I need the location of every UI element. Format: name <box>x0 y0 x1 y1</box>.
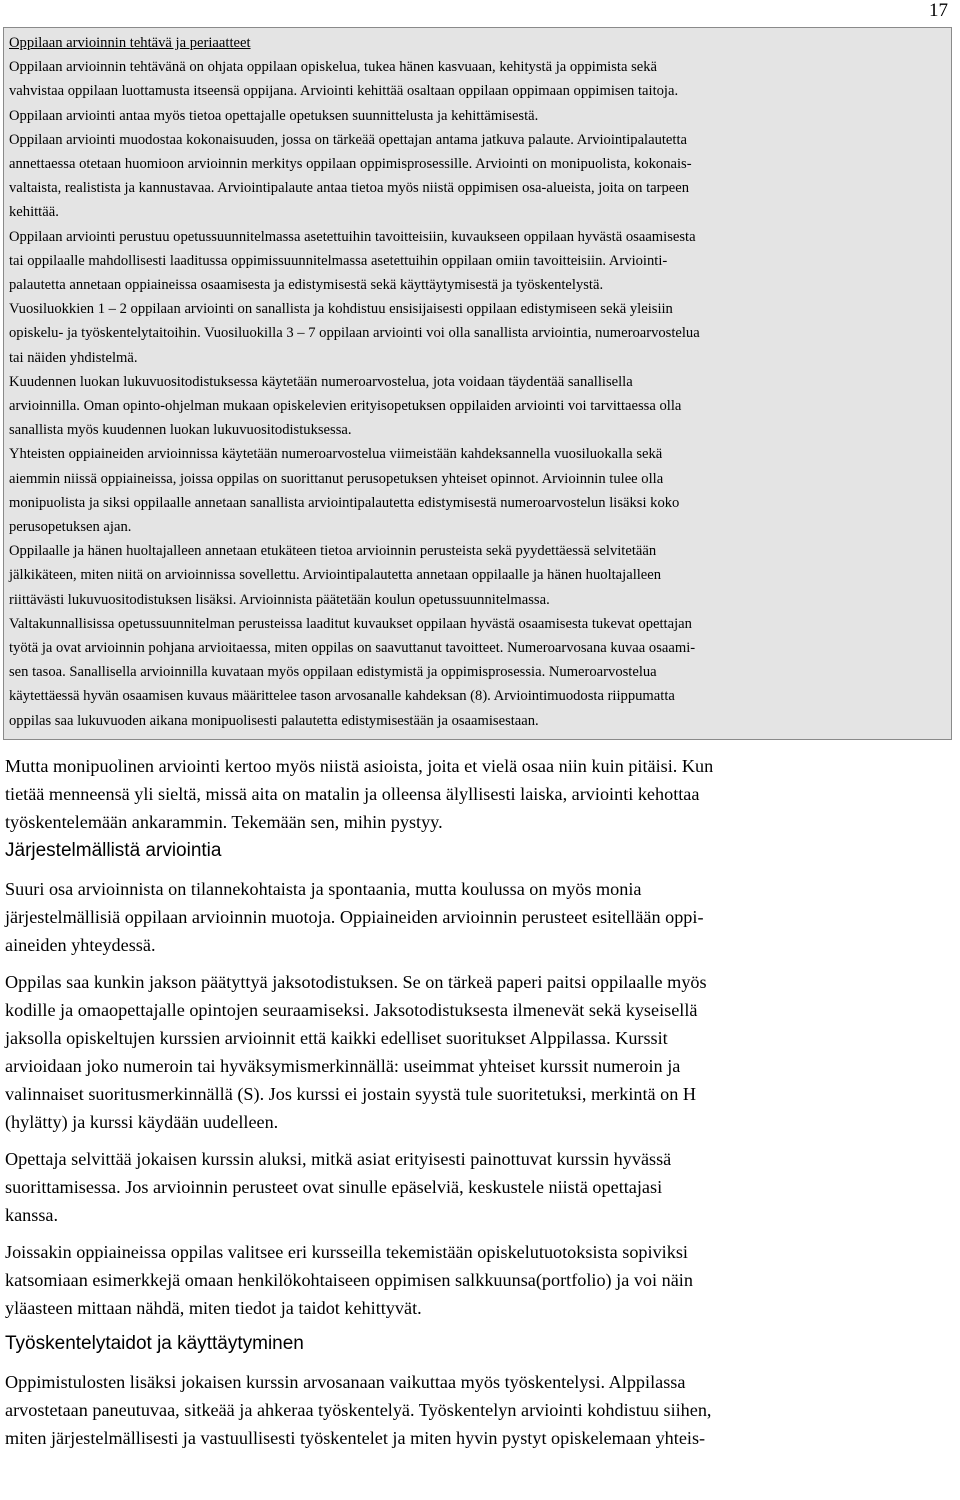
box-line: tai näiden yhdistelmä. <box>9 349 138 366</box>
box-line: jälkikäteen, miten niitä on arvioinnissa sovellettu. Arviointipalautetta annetaan oppilaalle ja hänen huoltajalleen <box>9 567 662 584</box>
box-line: työtä ja ovat arvioinnin pohjana arvioitaessa, miten oppilas on saavuttanut tavoitteet. Numeroarvosana kuvaa osaami- <box>9 640 696 657</box>
box-line: oppilas saa lukuvuoden aikana monipuolisesti palautetta edistymisestään ja osaamisestaan. <box>9 712 539 729</box>
box-line: perusopetuksen ajan. <box>9 519 132 536</box>
paragraph-systematic-3 <box>5 1145 955 1229</box>
text-line: kodille ja omaopettajalle opintojen seuraamiseksi. Jaksotodistuksesta ilmenevät sekä kyseisellä <box>5 1000 698 1020</box>
box-line: aiemmin niissä oppiaineissa, joissa oppilas on suorittanut perusopetuksen yhteiset opinnot. Arvioinnin tulee olla <box>9 470 664 487</box>
box-line: kehittää. <box>9 204 59 221</box>
text-line: Oppimistulosten lisäksi jokaisen kurssin arvosanaan vaikuttaa myös työskentelysi. Alppilassa <box>5 1372 686 1392</box>
box-line: Oppilaan arvioinnin tehtävänä on ohjata oppilaan opiskelua, tukea hänen kasvuaan, kehitystä ja oppimista sekä <box>9 59 658 76</box>
box-line: riittävästi lukuvuositodistuksen lisäksi. Arvioinnista päätetään koulun opetussuunnitelmassa. <box>9 591 550 608</box>
box-line: Valtakunnallisissa opetussuunnitelman perusteissa laaditut kuvaukset oppilaan hyvästä osaamisesta tukevat opettajan <box>9 615 692 632</box>
paragraph-systematic-4 <box>5 1238 955 1322</box>
box-line: monipuolista ja siksi oppilaalle annetaan sanallista arviointipalautetta edistymisestä numeroarvostelun lisäksi koko <box>9 494 680 511</box>
box-title: Oppilaan arvioinnin tehtävä ja periaatteet <box>9 35 251 51</box>
text-line: järjestelmällisiä oppilaan arvioinnin muotoja. Oppiaineiden arvioinnin perusteet esitellään oppi- <box>5 907 704 927</box>
text-line: miten järjestelmällisesti ja vastuullisesti työskentelet ja miten hyvin pystyt opiskelemaan yhteis- <box>5 1428 706 1448</box>
box-line: Oppilaan arviointi perustuu opetussuunnitelmassa asetettuihin tavoitteisiin, kuvaukseen oppilaan hyvästä osaamisesta <box>9 228 696 245</box>
intro-paragraph <box>5 752 955 836</box>
box-line: käytettäessä hyvän osaamisen kuvaus määrittelee tason arvosanalle kahdeksan (8). Arviointimuodosta riippumatta <box>9 688 675 705</box>
text-line: (hylätty) ja kurssi käydään uudelleen. <box>5 1112 279 1132</box>
text-line: suorittamisessa. Jos arvioinnin perusteet ovat sinulle epäselviä, keskustele niistä opettajasi <box>5 1177 663 1197</box>
box-line: valtaista, realistista ja kannustavaa. Arviointipalaute antaa tietoa myös niistä oppimisen osa-alueista, joita on tarpeen <box>9 180 690 197</box>
box-line: Oppilaalle ja hänen huoltajalleen annetaan etukäteen tietoa arvioinnin perusteista sekä pyydettäessä selvitetään <box>9 543 657 560</box>
text-line: valinnaiset suoritusmerkinnällä (S). Jos kurssi ei jostain syystä tule suoritetuksi, merkintä on H <box>5 1084 697 1104</box>
box-line: sen tasoa. Sanallisella arvioinnilla kuvataan myös oppilaan edistymistä ja oppimisprosessia. Numeroarvostelua <box>9 664 657 681</box>
box-line: Kuudennen luokan lukuvuositodistuksessa käytetään numeroarvostelua, jota voidaan täydentää sanallisella <box>9 373 633 390</box>
text-line: arvostetaan paneutuvaa, sitkeää ja ahkeraa työskentelyä. Työskentelyn arviointi kohdistuu siihen, <box>5 1400 712 1420</box>
box-line: Oppilaan arviointi antaa myös tietoa opettajalle opetuksen suunnittelusta ja kehittämisestä. <box>9 107 539 124</box>
box-line: arvioinnilla. Oman opinto-ohjelman mukaan opiskelevien erityisopetuksen oppilaiden arviointi voi tarvittaessa olla <box>9 398 682 415</box>
main-text <box>5 752 955 1461</box>
page-number: 17 <box>929 0 948 21</box>
text-line: jaksolla opiskeltujen kurssien arvioinnit että kaikki edelliset suoritukset Alppilassa. Kurssit <box>5 1028 668 1048</box>
box-line: tai oppilaalle mahdollisesti laaditussa oppimissuunnitelmassa asetettuihin oppilaan omiin tavoitteisiin. Arviointi- <box>9 252 668 269</box>
box-line: opiskelu- ja työskentelytaitoihin. Vuosiluokilla 3 – 7 oppilaan arviointi voi olla sanallista arviointia, numeroarvostelua <box>9 325 700 342</box>
info-box <box>3 27 952 740</box>
text-line: katsomiaan esimerkkejä omaan henkilökohtaiseen oppimisen salkkuunsa(portfolio) ja voi näin <box>5 1270 693 1290</box>
text-line: Joissakin oppiaineissa oppilas valitsee eri kursseilla tekemistään opiskelutuotoksista sopiviksi <box>5 1242 688 1262</box>
box-line: palautetta annetaan oppiaineissa osaamisesta ja edistymisestä sekä käyttäytymisestä ja työskentelystä. <box>9 277 604 294</box>
text-line: tietää menneensä yli sieltä, missä aita on matalin ja olleensa älyllisesti laiska, arviointi kehottaa <box>5 784 700 804</box>
text-line: kanssa. <box>5 1205 59 1225</box>
box-body <box>9 55 947 733</box>
paragraph-work-skills-1 <box>5 1368 955 1452</box>
box-line: Yhteisten oppiaineiden arvioinnissa käytetään numeroarvostelua viimeistään kahdeksannella vuosiluokalla sekä <box>9 446 663 463</box>
section-heading-work-skills: Työskentelytaidot ja käyttäytyminen <box>5 1333 304 1354</box>
paragraph-systematic-1 <box>5 875 955 959</box>
text-line: Opettaja selvittää jokaisen kurssin aluksi, mitkä asiat erityisesti painottuvat kurssin hyvässä <box>5 1149 672 1169</box>
text-line: Oppilas saa kunkin jakson päätyttyä jaksotodistuksen. Se on tärkeä paperi paitsi oppilaalle myös <box>5 972 707 992</box>
box-line: Oppilaan arviointi muodostaa kokonaisuuden, jossa on tärkeää opettajan antama jatkuva palaute. Arviointipalautetta <box>9 131 687 148</box>
text-line: aineiden yhteydessä. <box>5 935 156 955</box>
text-line: Mutta monipuolinen arviointi kertoo myös niistä asioista, joita et vielä osaa niin kuin pitäisi. Kun <box>5 756 714 776</box>
paragraph-systematic-2 <box>5 968 955 1136</box>
box-line: Vuosiluokkien 1 – 2 oppilaan arviointi on sanallista ja kohdistuu ensisijaisesti oppilaan edistymiseen sekä yleisiin <box>9 301 673 318</box>
section-heading-systematic-assessment: Järjestelmällistä arviointia <box>5 840 222 861</box>
box-line: sanallista myös kuudennen luokan lukuvuositodistuksessa. <box>9 422 352 439</box>
text-line: Suuri osa arvioinnista on tilannekohtaista ja spontaania, mutta koulussa on myös monia <box>5 879 642 899</box>
text-line: työskentelemään ankarammin. Tekemään sen, mihin pystyy. <box>5 812 443 832</box>
box-line: vahvistaa oppilaan luottamusta itseensä oppijana. Arviointi kehittää osaltaan oppilaan oppimaan oppimisen taitoja. <box>9 83 679 100</box>
box-line: annettaessa otetaan huomioon arvioinnin merkitys oppilaan oppimisprosessille. Arviointi on monipuolista, kokonais- <box>9 156 692 173</box>
text-line: yläasteen mittaan nähdä, miten tiedot ja taidot kehittyvät. <box>5 1298 422 1318</box>
text-line: arvioidaan joko numeroin tai hyväksymismerkinnällä: useimmat yhteiset kurssit numeroin ja <box>5 1056 681 1076</box>
